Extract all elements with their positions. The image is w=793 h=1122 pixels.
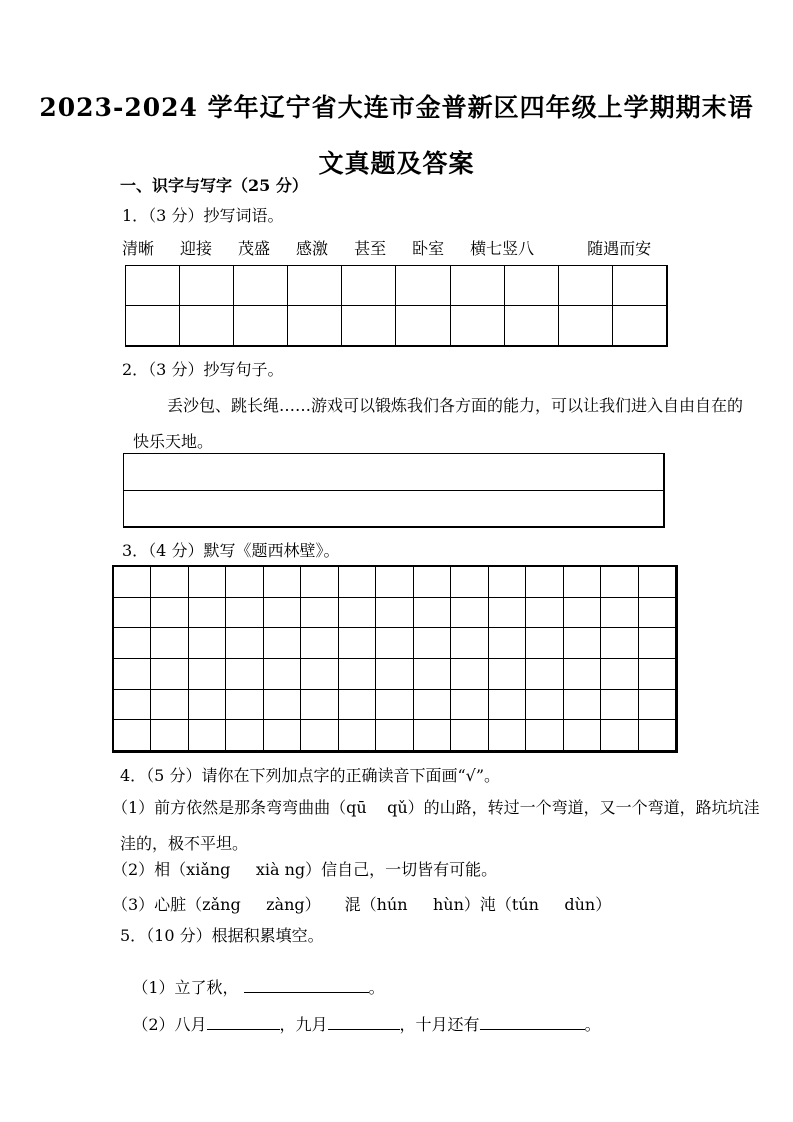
grid-cell: [564, 567, 601, 598]
grid-cell: [451, 690, 488, 721]
grid-cell: [151, 598, 188, 629]
grid-cell: [451, 567, 488, 598]
grid-cell: [339, 598, 376, 629]
word-item: 迎接: [180, 239, 213, 258]
grid-cell: [526, 720, 563, 751]
q5-item-2-part-1: （2）八月: [132, 1015, 207, 1034]
q5-item-2-part-3: ，十月还有: [399, 1015, 480, 1034]
word-item: 清晰: [122, 239, 155, 258]
grid-cell: [226, 567, 263, 598]
question-4-item-2: （2）相（xiǎng xià ng）信自己，一切皆有可能。: [112, 860, 498, 879]
grid-cell: [613, 266, 667, 306]
grid-cell: [451, 659, 488, 690]
grid-cell: [601, 598, 638, 629]
grid-cell: [189, 567, 226, 598]
grid-cell: [189, 659, 226, 690]
grid-cell: [301, 690, 338, 721]
grid-cell: [601, 690, 638, 721]
grid-cell: [564, 628, 601, 659]
grid-cell: [526, 598, 563, 629]
q5-item-1-suffix: 。: [368, 978, 385, 997]
question-4-item-1-line-1: （1）前方依然是那条弯弯曲曲（qū qǔ）的山路，转过一个弯道，又一个弯道，路坑坑洼: [112, 798, 760, 817]
grid-cell: [639, 659, 676, 690]
grid-cell: [339, 628, 376, 659]
grid-cell: [639, 690, 676, 721]
grid-cell: [639, 598, 676, 629]
word-item: 横七竖八: [470, 239, 535, 258]
grid-cell: [564, 598, 601, 629]
grid-cell: [376, 598, 413, 629]
question-2-copy-box: [123, 453, 665, 528]
grid-cell: [339, 720, 376, 751]
grid-cell: [601, 659, 638, 690]
grid-cell: [189, 598, 226, 629]
grid-cell: [526, 567, 563, 598]
fill-in-blank: [244, 977, 369, 993]
grid-cell: [451, 720, 488, 751]
grid-cell: [301, 628, 338, 659]
grid-cell: [151, 659, 188, 690]
grid-cell: [489, 628, 526, 659]
grid-cell: [339, 690, 376, 721]
grid-cell: [376, 567, 413, 598]
question-3-label: 3．（4 分）默写《题西林壁》。: [122, 541, 340, 560]
grid-cell: [234, 266, 288, 306]
grid-cell: [339, 567, 376, 598]
grid-cell: [288, 306, 342, 346]
grid-cell: [264, 720, 301, 751]
grid-cell: [151, 567, 188, 598]
grid-cell: [414, 628, 451, 659]
grid-cell: [339, 659, 376, 690]
grid-cell: [559, 266, 613, 306]
grid-cell: [189, 720, 226, 751]
grid-cell: [639, 720, 676, 751]
grid-cell: [451, 306, 505, 346]
grid-cell: [564, 690, 601, 721]
grid-cell: [124, 491, 664, 528]
grid-cell: [114, 567, 151, 598]
fill-in-blank: [328, 1014, 400, 1030]
grid-cell: [489, 567, 526, 598]
grid-cell: [151, 720, 188, 751]
grid-cell: [601, 720, 638, 751]
question-5-label: 5．（10 分）根据积累填空。: [120, 926, 324, 945]
grid-cell: [264, 690, 301, 721]
fill-in-blank: [207, 1014, 280, 1030]
grid-cell: [226, 720, 263, 751]
word-item: 随遇而安: [587, 239, 652, 258]
grid-cell: [114, 690, 151, 721]
grid-cell: [301, 598, 338, 629]
grid-cell: [301, 567, 338, 598]
grid-cell: [505, 266, 559, 306]
question-2-label: 2．（3 分）抄写句子。: [122, 360, 284, 379]
grid-cell: [526, 690, 563, 721]
grid-cell: [414, 598, 451, 629]
grid-cell: [451, 266, 505, 306]
word-item: 甚至: [354, 239, 387, 258]
grid-cell: [414, 659, 451, 690]
grid-cell: [376, 720, 413, 751]
q5-item-2-part-4: 。: [584, 1015, 601, 1034]
question-3-writing-grid: [112, 565, 678, 753]
paper-title-line-1: 2023-2024 学年辽宁省大连市金普新区四年级上学期期末语: [39, 93, 754, 122]
grid-cell: [114, 628, 151, 659]
grid-cell: [264, 598, 301, 629]
grid-cell: [451, 628, 488, 659]
question-4-item-1-line-2: 洼的，极不平坦。: [120, 834, 249, 853]
grid-cell: [601, 628, 638, 659]
grid-cell: [489, 690, 526, 721]
question-2-sentence-line-2: 快乐天地。: [133, 432, 214, 451]
grid-cell: [234, 306, 288, 346]
grid-cell: [180, 266, 234, 306]
grid-cell: [489, 659, 526, 690]
grid-cell: [613, 306, 667, 346]
grid-cell: [526, 659, 563, 690]
grid-cell: [396, 306, 450, 346]
question-2-sentence-line-1: 丢沙包、跳长绳……游戏可以锻炼我们各方面的能力，可以让我们进入自由自在的: [167, 396, 744, 415]
grid-cell: [376, 628, 413, 659]
grid-cell: [342, 306, 396, 346]
grid-cell: [114, 598, 151, 629]
grid-cell: [564, 659, 601, 690]
q5-item-2-part-2: ，九月: [279, 1015, 328, 1034]
fill-in-blank: [480, 1014, 585, 1030]
question-5-item-2: [112, 995, 601, 1053]
word-item: 茂盛: [238, 239, 271, 258]
grid-cell: [226, 690, 263, 721]
grid-cell: [189, 690, 226, 721]
question-4-label: 4．（5 分）请你在下列加点字的正确读音下面画“√”。: [120, 766, 501, 785]
grid-cell: [301, 720, 338, 751]
grid-cell: [189, 628, 226, 659]
grid-cell: [226, 598, 263, 629]
grid-cell: [114, 720, 151, 751]
grid-cell: [639, 628, 676, 659]
grid-cell: [264, 628, 301, 659]
question-4-item-3: （3）心脏（zǎng zàng） 混（hún hùn）沌（tún dùn）: [112, 895, 612, 914]
question-1-label: 1．（3 分）抄写词语。: [122, 206, 284, 225]
grid-cell: [505, 306, 559, 346]
paper-title-line-2: 文真题及答案: [318, 149, 475, 178]
grid-cell: [126, 266, 180, 306]
grid-cell: [414, 567, 451, 598]
grid-cell: [601, 567, 638, 598]
grid-cell: [396, 266, 450, 306]
section-1-heading: 一、识字与写字（25 分）: [120, 176, 308, 195]
grid-cell: [151, 628, 188, 659]
q5-item-1-prefix: （1）立了秋，: [132, 978, 244, 997]
grid-cell: [226, 659, 263, 690]
grid-cell: [414, 720, 451, 751]
word-item: 卧室: [412, 239, 445, 258]
grid-cell: [226, 628, 263, 659]
grid-cell: [526, 628, 563, 659]
grid-cell: [124, 454, 664, 491]
word-item: 感激: [296, 239, 329, 258]
grid-cell: [264, 659, 301, 690]
grid-cell: [126, 306, 180, 346]
grid-cell: [376, 690, 413, 721]
grid-cell: [639, 567, 676, 598]
question-1-word-list: [122, 239, 651, 258]
grid-cell: [376, 659, 413, 690]
grid-cell: [301, 659, 338, 690]
grid-cell: [180, 306, 234, 346]
grid-cell: [451, 598, 488, 629]
grid-cell: [489, 720, 526, 751]
grid-cell: [151, 690, 188, 721]
question-1-copy-table: [125, 265, 668, 347]
grid-cell: [264, 567, 301, 598]
grid-cell: [342, 266, 396, 306]
grid-cell: [489, 598, 526, 629]
grid-cell: [114, 659, 151, 690]
grid-cell: [414, 690, 451, 721]
grid-cell: [288, 266, 342, 306]
grid-cell: [564, 720, 601, 751]
grid-cell: [559, 306, 613, 346]
